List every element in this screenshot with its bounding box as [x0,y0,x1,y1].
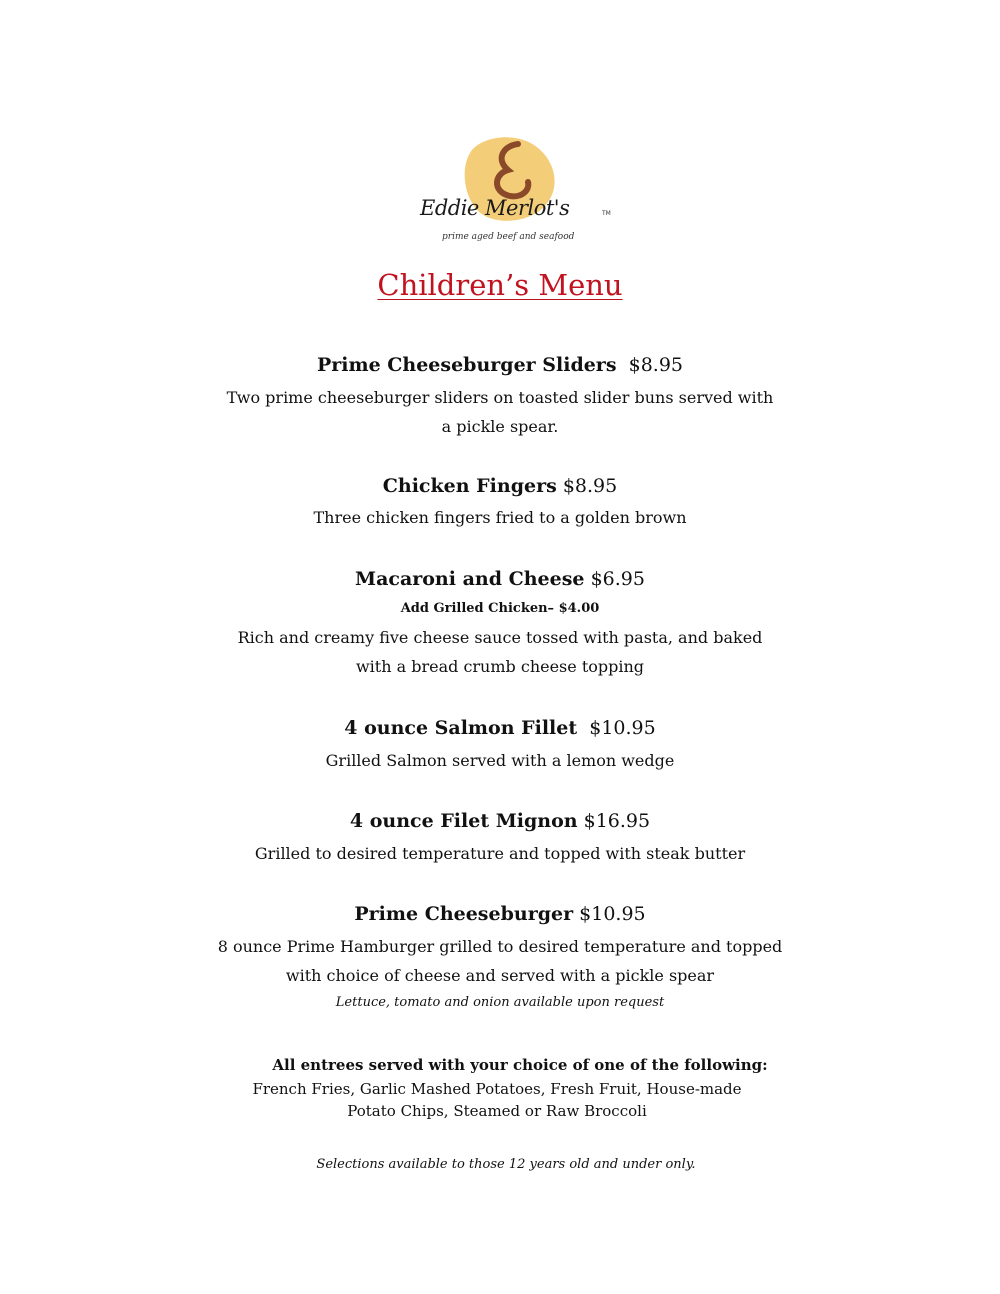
sides-heading: All entrees served with your choice of one of the following: [272,1056,768,1074]
item-name: 4 ounce Salmon Fillet [344,717,578,739]
item-description: 8 ounce Prime Hamburger grilled to desired temperature and topped [217,937,783,956]
item-name: Chicken Fingers [382,475,557,497]
item-name: Prime Cheeseburger Sliders [316,354,617,376]
sides-line: Potato Chips, Steamed or Raw Broccoli [347,1102,647,1120]
item-description: with choice of cheese and served with a pickle spear [285,966,715,985]
item-description: Grilled Salmon served with a lemon wedge [325,751,675,770]
item-description: Grilled to desired temperature and topped with steak butter [254,844,746,863]
brand-logo [410,130,620,255]
item-name: Macaroni and Cheese [355,568,585,590]
item-description: Rich and creamy five cheese sauce tossed with pasta, and baked [237,628,763,647]
menu-item-title [0,354,1000,376]
item-description: a pickle spear. [441,417,559,436]
logo-wordmark: Eddie Merlot's [420,196,570,220]
item-price: $8.95 [562,475,618,497]
item-name: Prime Cheeseburger [354,903,574,925]
item-description: with a bread crumb cheese topping [355,657,645,676]
menu-item-title [0,903,1000,925]
menu-item-title [0,475,1000,497]
item-price: $10.95 [579,903,646,925]
logo-trademark: TM [602,210,611,217]
item-price: $8.95 [628,354,684,376]
menu-item-title [0,717,1000,739]
page-title: Children’s Menu [377,268,623,302]
footer-note: Selections available to those 12 years old and under only. [316,1157,696,1172]
logo-tagline: prime aged beef and seafood [442,232,575,242]
sides-line: French Fries, Garlic Mashed Potatoes, Fresh Fruit, House-made [252,1080,742,1098]
menu-item-title [0,568,1000,590]
item-name: 4 ounce Filet Mignon [349,810,578,832]
item-description: Two prime cheeseburger sliders on toasted slider buns served with [226,388,774,407]
item-note: Lettuce, tomato and onion available upon request [335,995,665,1010]
item-price: $6.95 [590,568,645,590]
item-price: $10.95 [589,717,656,739]
item-description: Three chicken fingers fried to a golden brown [313,508,687,527]
item-price: $16.95 [583,810,651,832]
item-addon: Add Grilled Chicken– $4.00 [400,601,600,616]
menu-item-title [0,810,1000,832]
